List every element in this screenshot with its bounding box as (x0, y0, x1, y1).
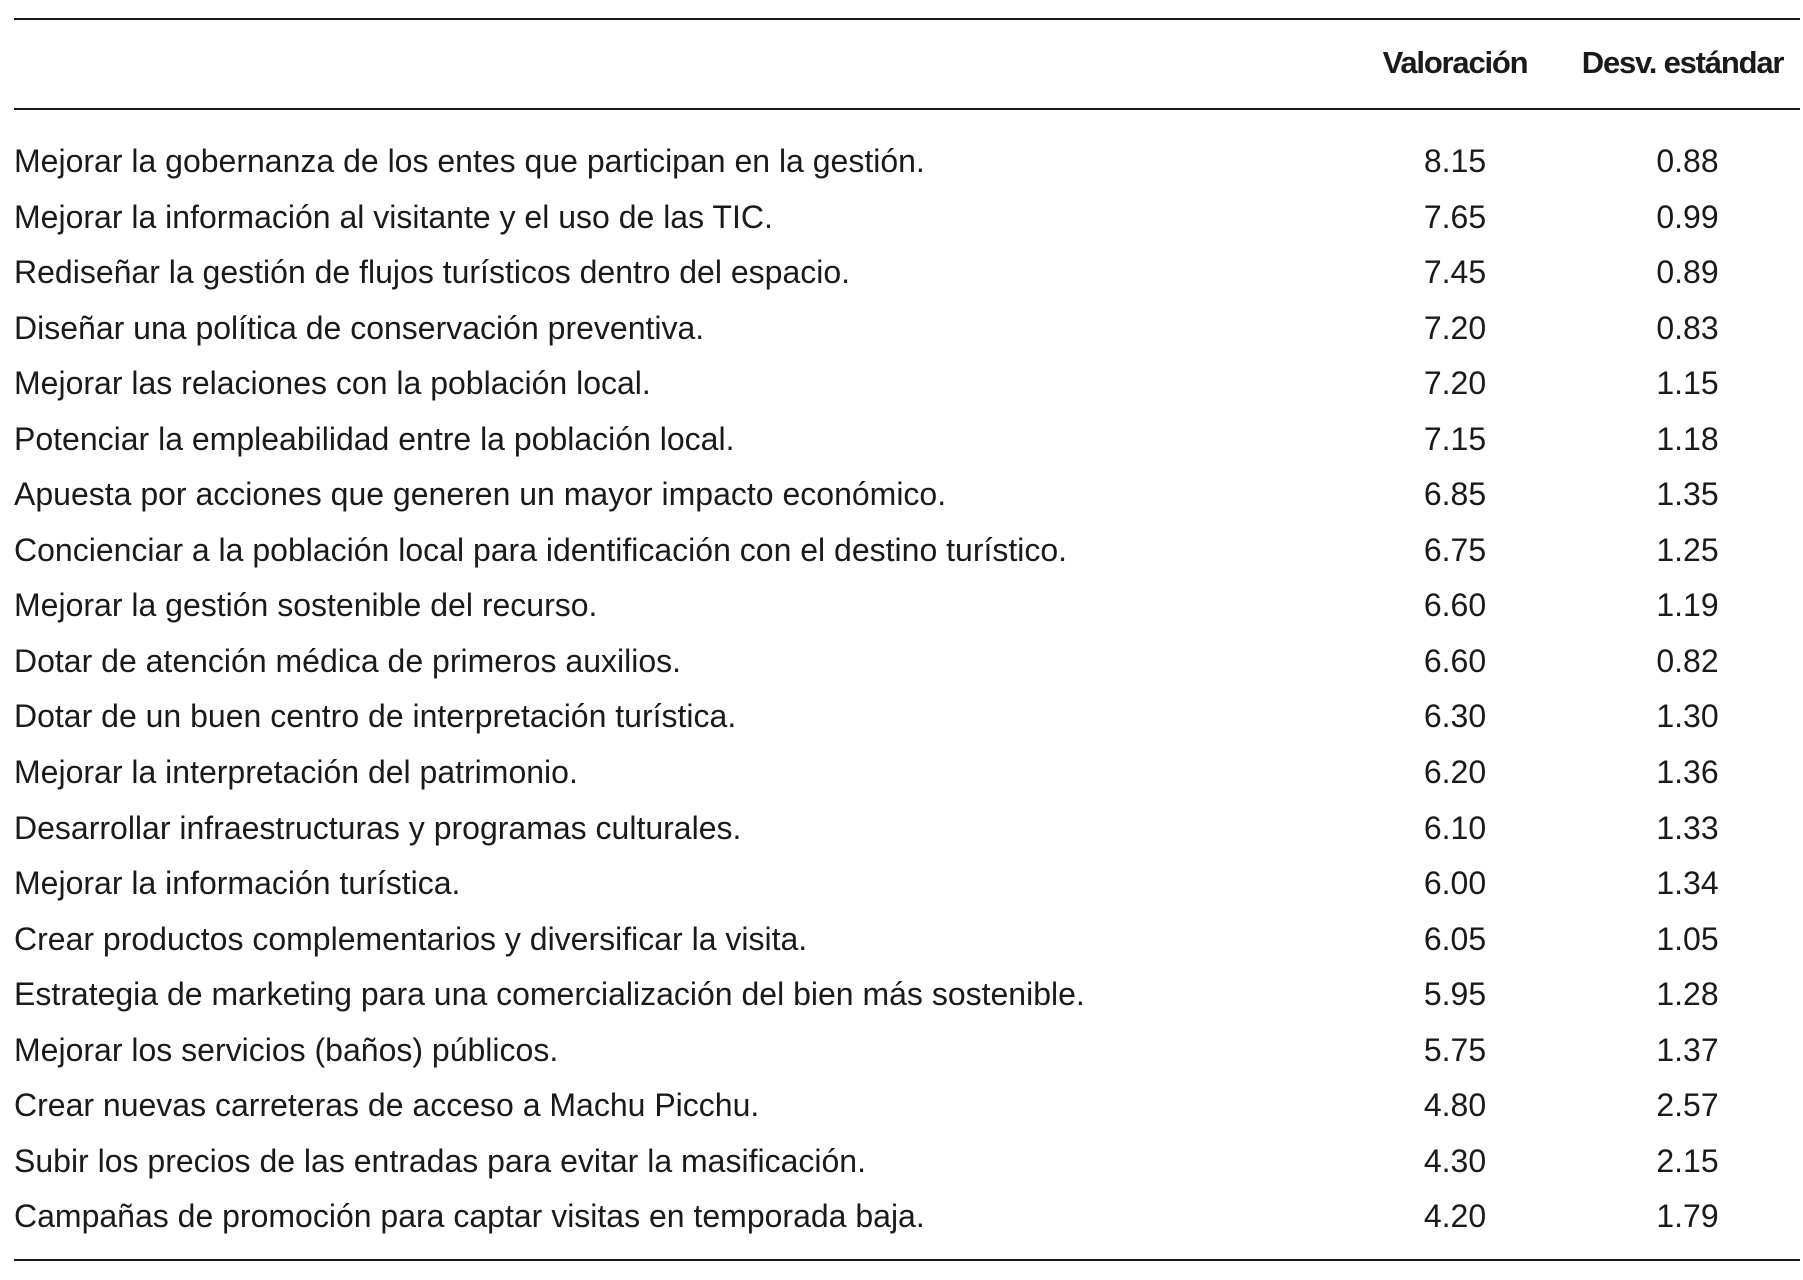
row-valoracion: 4.30 (1423, 1142, 1487, 1179)
row-desv-estandar: 1.05 (1656, 920, 1719, 957)
row-valoracion: 7.20 (1423, 309, 1487, 346)
row-desv-estandar: 1.25 (1656, 531, 1719, 568)
table-row (0, 1026, 1803, 1082)
row-label: Mejorar la información turística. (14, 865, 461, 902)
table-row (0, 859, 1803, 915)
row-label: Estrategia de marketing para una comercialización del bien más sostenible. (14, 976, 1085, 1013)
row-desv-estandar: 1.28 (1656, 976, 1719, 1013)
row-valoracion: 6.20 (1423, 754, 1487, 791)
row-desv-estandar: 1.34 (1656, 865, 1719, 902)
table-row (0, 970, 1803, 1026)
row-valoracion: 7.20 (1423, 365, 1487, 402)
row-label: Apuesta por acciones que generen un mayor impacto económico. (14, 476, 947, 513)
row-desv-estandar: 1.37 (1656, 1031, 1719, 1068)
table-row (0, 1192, 1803, 1248)
row-label: Mejorar los servicios (baños) públicos. (14, 1031, 559, 1068)
row-valoracion: 6.60 (1423, 642, 1487, 679)
table-row (0, 137, 1803, 193)
table-row (0, 470, 1803, 526)
row-desv-estandar: 0.83 (1656, 309, 1719, 346)
table-row (0, 193, 1803, 249)
row-label: Potenciar la empleabilidad entre la población local. (14, 420, 735, 457)
row-label: Mejorar la información al visitante y el uso de las TIC. (14, 198, 773, 235)
row-valoracion: 6.10 (1423, 809, 1487, 846)
row-desv-estandar: 1.79 (1656, 1198, 1719, 1235)
row-label: Concienciar a la población local para identificación con el destino turístico. (14, 531, 1068, 568)
table-body (0, 137, 1803, 1248)
row-valoracion: 4.20 (1423, 1198, 1487, 1235)
row-label: Mejorar la gobernanza de los entes que participan en la gestión. (14, 143, 925, 179)
row-desv-estandar: 1.18 (1656, 420, 1719, 457)
table-header (0, 40, 1803, 86)
row-valoracion: 4.80 (1423, 1087, 1487, 1124)
row-valoracion: 6.85 (1423, 476, 1487, 513)
row-label: Crear nuevas carreteras de acceso a Machu Picchu. (14, 1087, 760, 1124)
row-label: Diseñar una política de conservación preventiva. (14, 309, 705, 346)
row-desv-estandar: 1.35 (1656, 476, 1719, 513)
header-desv-estandar: Desv. estándar (1581, 45, 1784, 80)
row-label: Dotar de atención médica de primeros auxilios. (14, 642, 681, 679)
row-valoracion: 8.15 (1423, 143, 1487, 179)
row-valoracion: 6.60 (1423, 587, 1487, 624)
row-desv-estandar: 0.88 (1656, 143, 1719, 179)
row-label: Mejorar las relaciones con la población local. (14, 365, 651, 402)
row-valoracion: 6.05 (1423, 920, 1487, 957)
row-label: Desarrollar infraestructuras y programas culturales. (14, 809, 742, 846)
row-desv-estandar: 1.36 (1656, 754, 1719, 791)
table-row (0, 304, 1803, 360)
row-label: Rediseñar la gestión de flujos turísticos dentro del espacio. (14, 254, 851, 291)
table-row (0, 1081, 1803, 1137)
table-row (0, 915, 1803, 971)
row-desv-estandar: 0.82 (1656, 642, 1719, 679)
row-desv-estandar: 1.30 (1656, 698, 1719, 735)
row-label: Dotar de un buen centro de interpretación turística. (14, 698, 737, 735)
row-label: Subir los precios de las entradas para evitar la masificación. (14, 1142, 866, 1179)
row-valoracion: 6.30 (1423, 698, 1487, 735)
row-desv-estandar: 1.33 (1656, 809, 1719, 846)
table-top-rule (14, 18, 1800, 20)
row-desv-estandar: 2.57 (1656, 1087, 1719, 1124)
table-row (0, 526, 1803, 582)
row-label: Campañas de promoción para captar visitas en temporada baja. (14, 1198, 925, 1235)
table-row (0, 804, 1803, 860)
row-desv-estandar: 2.15 (1656, 1142, 1719, 1179)
row-label: Crear productos complementarios y diversificar la visita. (14, 920, 808, 957)
table-row (0, 637, 1803, 693)
table-row (0, 692, 1803, 748)
table-bottom-rule (14, 1259, 1800, 1261)
row-desv-estandar: 0.89 (1656, 254, 1719, 291)
row-label: Mejorar la gestión sostenible del recurso. (14, 587, 598, 624)
table-header-rule (14, 108, 1800, 110)
row-valoracion: 7.15 (1423, 420, 1487, 457)
header-valoracion: Valoración (1382, 45, 1528, 80)
row-valoracion: 5.75 (1423, 1031, 1487, 1068)
table-row (0, 359, 1803, 415)
row-valoracion: 6.00 (1423, 865, 1487, 902)
row-valoracion: 7.65 (1423, 198, 1487, 235)
row-desv-estandar: 1.19 (1656, 587, 1719, 624)
row-desv-estandar: 0.99 (1656, 198, 1719, 235)
table-row (0, 248, 1803, 304)
row-label: Mejorar la interpretación del patrimonio. (14, 754, 578, 791)
row-desv-estandar: 1.15 (1656, 365, 1719, 402)
table-row (0, 1137, 1803, 1193)
table-row (0, 748, 1803, 804)
table-row (0, 581, 1803, 637)
row-valoracion: 6.75 (1423, 531, 1487, 568)
table-row (0, 415, 1803, 471)
row-valoracion: 5.95 (1423, 976, 1487, 1013)
row-valoracion: 7.45 (1423, 254, 1487, 291)
